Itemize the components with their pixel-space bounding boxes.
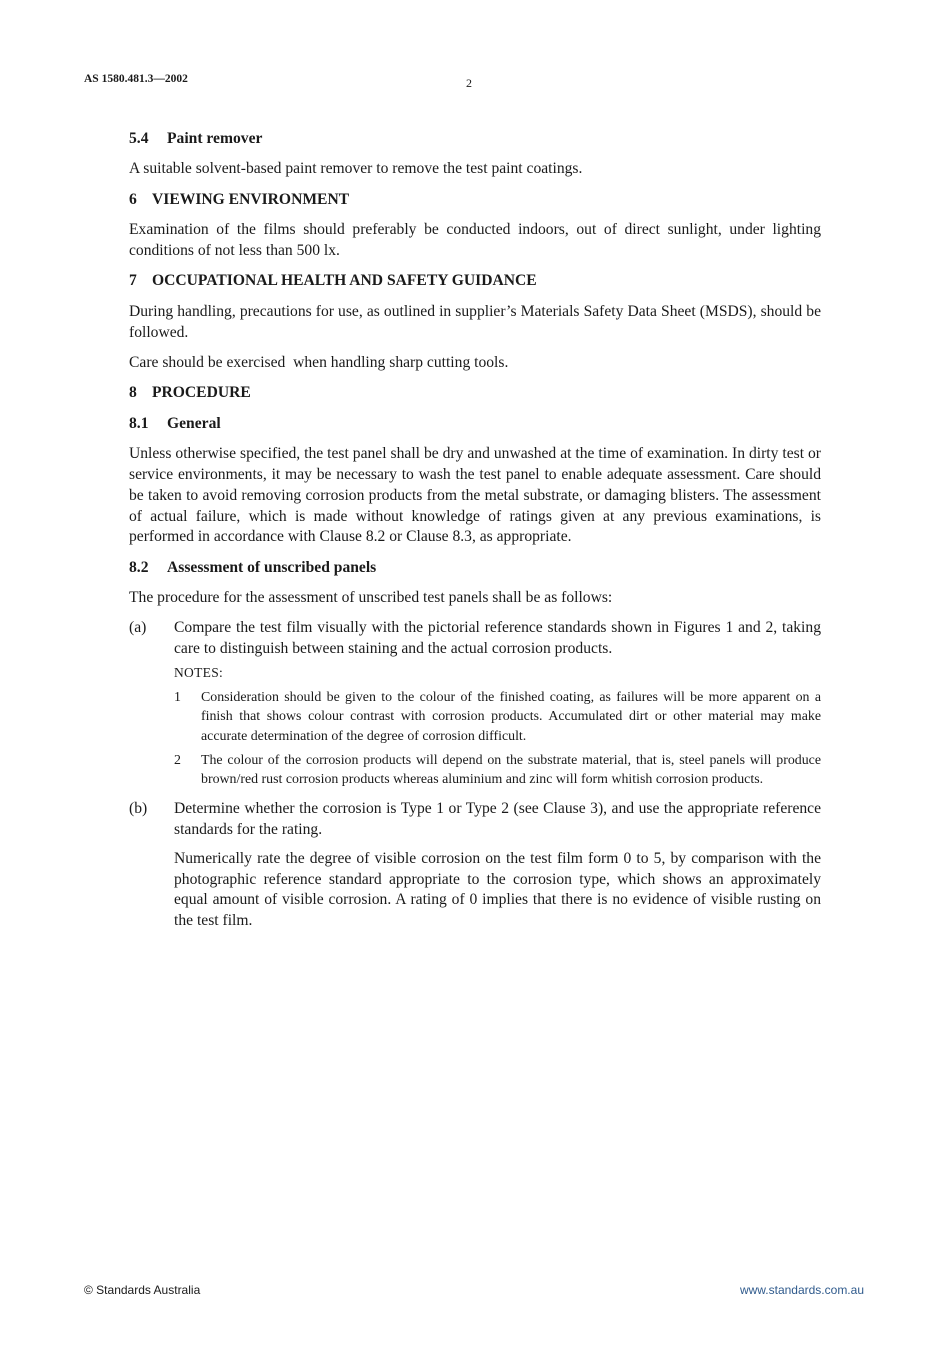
heading-title: OCCUPATIONAL HEALTH AND SAFETY GUIDANCE [152, 272, 537, 290]
heading-8-2 [129, 558, 821, 579]
note-1 [174, 688, 821, 746]
paragraph-6: Examination of the films should preferably be conducted indoors, out of direct sunlight, under lighting conditions of not less than 500 lx. [129, 221, 821, 259]
list-item-b [129, 799, 821, 932]
note-text: The colour of the corrosion products will depend on the substrate material, that is, steel panels will produce brown/red rust corrosion products whereas aluminium and zinc will form whitish corrosion products. [201, 752, 821, 788]
note-2 [174, 751, 821, 790]
heading-number: 5.4 [129, 130, 149, 147]
heading-6 [129, 190, 821, 211]
footer-website-link[interactable]: www.standards.com.au [739, 1283, 864, 1297]
note-number: 2 [174, 752, 181, 768]
heading-title: Assessment of unscribed panels [167, 558, 377, 576]
footer-copyright: © Standards Australia [84, 1283, 201, 1297]
heading-number: 8.2 [129, 558, 149, 576]
paragraph-7-2: Care should be exercised when handling sharp cutting tools. [129, 353, 509, 371]
heading-8 [129, 383, 821, 404]
heading-5-4 [129, 129, 821, 150]
list-item-a [129, 618, 821, 789]
heading-number: 8.1 [129, 414, 149, 432]
heading-number: 7 [129, 272, 137, 290]
note-text: Consideration should be given to the colour of the finished coating, as failures will be more apparent on a finish that shows colour contrast with corrosion products. Accumulated dirt or other material may make accurate determination of the degree of corrosion difficult. [201, 690, 821, 744]
paragraph-5-4: A suitable solvent-based paint remover to remove the test paint coatings. [129, 160, 583, 178]
notes-heading: NOTES: [174, 665, 224, 681]
paragraph-8-2-intro: The procedure for the assessment of unscribed test panels shall be as follows: [129, 589, 613, 607]
document-body [129, 129, 821, 942]
page-number: 2 [466, 76, 472, 90]
heading-number: 6 [129, 190, 137, 208]
paragraph-8-1: Unless otherwise specified, the test panel shall be dry and unwashed at the time of examination. In dirty test or service environments, it may be necessary to wash the test panel to enable adequate assessment. Care should be taken to avoid removing corrosion products from the metal substrate, or damaging blisters. The assessment of actual failure, which is made without knowledge of ratings given at any previous examinations, is performed in accordance with Clause 8.2 or Clause 8.3, as appropriate. [129, 445, 821, 546]
list-item-text: Compare the test film visually with the pictorial reference standards shown in Figures 1 and 2, taking care to distinguish between staining and the actual corrosion products. [174, 619, 821, 658]
heading-title: VIEWING ENVIRONMENT [152, 190, 350, 208]
heading-title: PROCEDURE [152, 384, 251, 402]
list-item-paragraph: Numerically rate the degree of visible corrosion on the test film form 0 to 5, by comparison with the photographic reference standard appropriate to the corrosion type, which shows an approximately equal amount of visible corrosion. A rating of 0 implies that there is no evidence of visible rusting on the test film. [174, 849, 821, 930]
list-item-text: Determine whether the corrosion is Type 1 or Type 2 (see Clause 3), and use the appropriate reference standards for the rating. [174, 800, 821, 838]
list-item-label: (b) [129, 800, 148, 818]
heading-title: General [167, 414, 221, 432]
paragraph-7-1: During handling, precautions for use, as outlined in supplier’s Materials Safety Data Sheet (MSDS), should be followed. [129, 302, 821, 341]
note-number: 1 [174, 690, 181, 706]
standard-id: AS 1580.481.3—2002 [84, 73, 188, 85]
heading-title: Paint remover [167, 130, 263, 147]
heading-number: 8 [129, 384, 137, 402]
heading-8-1 [129, 414, 821, 435]
list-item-label: (a) [129, 619, 147, 637]
heading-7 [129, 271, 821, 292]
